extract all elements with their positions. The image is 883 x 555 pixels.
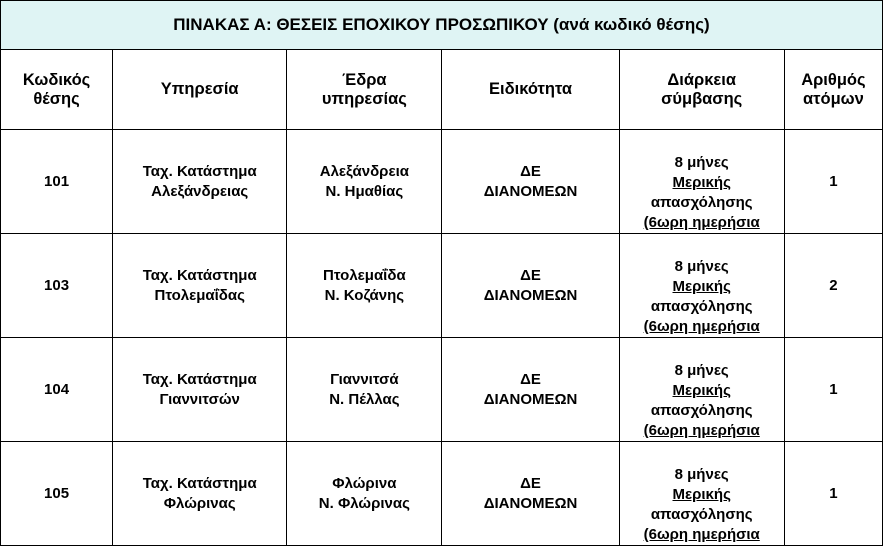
cell-duration-line: απασχόλησης [650,402,753,419]
cell-seat [287,234,442,338]
cell-duration-line: απασχόλησης [650,298,753,315]
header-row [1,50,883,130]
cell-seat-line: Ν. Φλώρινας [318,494,410,512]
cell-duration [619,130,784,234]
header-code-line: Κωδικός [22,70,91,89]
cell-service-line: Αλεξάνδρειας [151,182,249,200]
cell-specialty-line: ΔΙΑΝΟΜΕΩΝ [483,494,578,512]
cell-duration-line: (6ωρη ημερήσια [643,526,760,543]
table-row [1,338,883,442]
cell-duration-line: 8 μήνες [674,362,729,379]
header-seat-line: Έδρα [342,70,387,89]
cell-count: 1 [784,338,882,442]
cell-duration-line: 8 μήνες [674,258,729,275]
cell-duration [619,234,784,338]
cell-service-line: Γιαννιτσών [159,390,240,408]
cell-service [113,442,287,546]
cell-duration-line: Μερικής [672,174,731,191]
header-service-line: Υπηρεσία [160,80,239,98]
header-seat-line: υπηρεσίας [321,89,407,108]
cell-specialty-line: ΔΕ [520,474,541,492]
header-count-line: Αριθμός [801,70,866,89]
table-row [1,130,883,234]
cell-seat [287,442,442,546]
cell-duration-line: 8 μήνες [674,154,729,171]
cell-seat [287,338,442,442]
table-title-row [1,1,883,50]
header-code-line: θέσης [33,89,80,108]
header-seat [287,50,442,130]
cell-specialty [442,130,619,234]
cell-count: 1 [784,130,882,234]
cell-seat-line: Ν. Κοζάνης [324,286,405,304]
cell-specialty [442,338,619,442]
cell-seat-line: Γιαννιτσά [330,370,399,388]
cell-service-line: Πτολεμαΐδας [154,286,245,304]
cell-seat-line: Πτολεμαΐδα [323,266,406,284]
header-duration [619,50,784,130]
cell-seat-line: Αλεξάνδρεια [319,162,409,180]
cell-duration [619,338,784,442]
cell-service-line: Ταχ. Κατάστημα [142,370,257,388]
cell-duration-line: (6ωρη ημερήσια [643,318,760,335]
cell-specialty [442,234,619,338]
cell-service [113,338,287,442]
header-count [784,50,882,130]
cell-specialty-line: ΔΕ [520,370,541,388]
cell-seat-line: Ν. Ημαθίας [325,182,404,200]
cell-specialty-line: ΔΙΑΝΟΜΕΩΝ [483,390,578,408]
cell-duration-line: απασχόλησης [650,194,753,211]
cell-duration-line: Μερικής [672,278,731,295]
header-duration-line: σύμβασης [661,89,743,108]
cell-specialty-line: ΔΙΑΝΟΜΕΩΝ [483,182,578,200]
header-service [113,50,287,130]
cell-seat-line: Φλώρινα [332,474,397,492]
cell-service-line: Ταχ. Κατάστημα [142,266,257,284]
cell-count: 1 [784,442,882,546]
cell-service-line: Ταχ. Κατάστημα [142,162,257,180]
cell-code: 101 [1,130,113,234]
cell-specialty-line: ΔΕ [520,162,541,180]
cell-seat [287,130,442,234]
header-specialty-line: Ειδικότητα [489,80,572,98]
header-specialty [442,50,619,130]
cell-service [113,234,287,338]
cell-specialty-line: ΔΙΑΝΟΜΕΩΝ [483,286,578,304]
cell-service [113,130,287,234]
cell-specialty-line: ΔΕ [520,266,541,284]
header-count-line: ατόμων [802,89,864,108]
cell-code: 103 [1,234,113,338]
cell-duration-line: απασχόλησης [650,506,753,523]
cell-duration-line: Μερικής [672,486,731,503]
table-row [1,234,883,338]
cell-duration-line: (6ωρη ημερήσια [643,214,760,231]
cell-duration [619,442,784,546]
header-code [1,50,113,130]
cell-service-line: Ταχ. Κατάστημα [142,474,257,492]
cell-service-line: Φλώρινας [163,494,236,512]
cell-duration-line: 8 μήνες [674,466,729,483]
header-duration-line: Διάρκεια [667,70,736,89]
cell-seat-line: Ν. Πέλλας [329,390,400,408]
table-row [1,442,883,546]
cell-duration-line: Μερικής [672,382,731,399]
cell-count: 2 [784,234,882,338]
table-title: ΠΙΝΑΚΑΣ Α: ΘΕΣΕΙΣ ΕΠΟΧΙΚΟΥ ΠΡΟΣΩΠΙΚΟΥ (ανά κωδικό θέσης) [1,1,883,50]
cell-code: 105 [1,442,113,546]
cell-duration-line: (6ωρη ημερήσια [643,422,760,439]
cell-code: 104 [1,338,113,442]
cell-specialty [442,442,619,546]
